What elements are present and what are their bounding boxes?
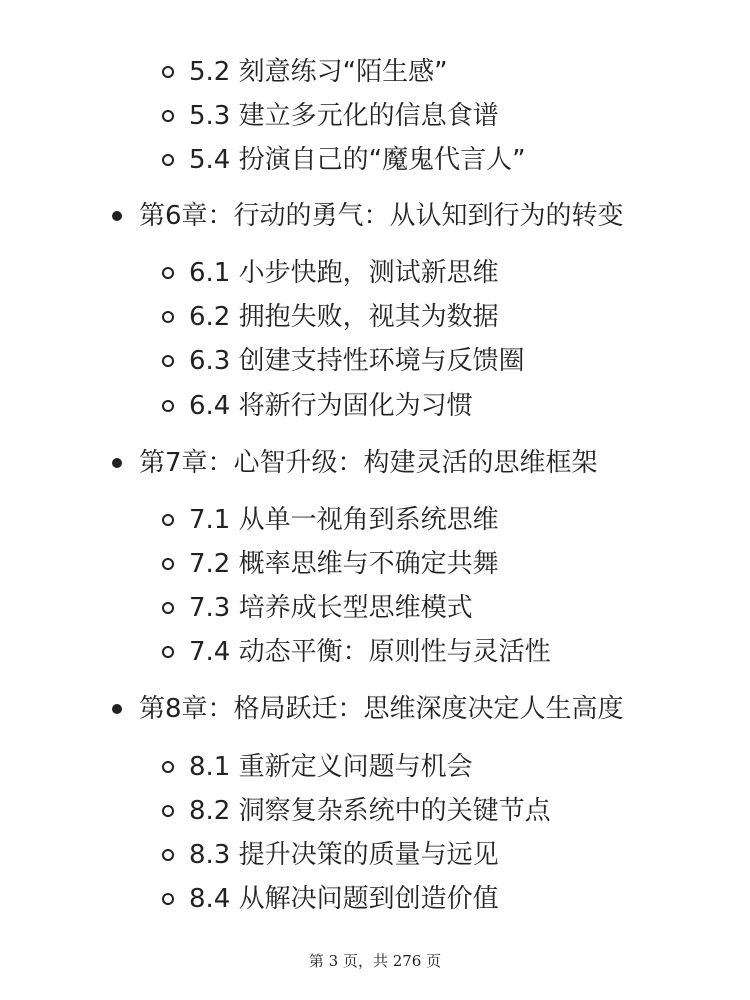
toc-section-6-3 [162, 344, 525, 378]
section-label: 6.3 创建支持性环境与反馈圈 [189, 346, 525, 376]
section-label: 7.3 培养成长型思维模式 [189, 593, 473, 623]
toc-section-8-2 [162, 794, 551, 828]
section-label: 8.4 从解决问题到创造价值 [189, 884, 499, 914]
filled-bullet-icon [112, 458, 122, 468]
toc-section-6-4 [162, 389, 473, 423]
hollow-bullet-icon [162, 805, 174, 817]
chapter-title: 第8章：格局跃迁：思维深度决定人生高度 [139, 694, 624, 724]
toc-section-5-4 [162, 143, 526, 177]
toc-section-5-3 [162, 99, 499, 133]
section-label: 7.2 概率思维与不确定共舞 [189, 549, 499, 579]
page-number-footer: 第 3 页，共 276 页 [308, 952, 442, 970]
toc-section-6-1 [162, 256, 499, 290]
toc-section-7-1 [162, 503, 499, 537]
hollow-bullet-icon [162, 849, 174, 861]
chapter-title: 第7章：心智升级：构建灵活的思维框架 [139, 448, 598, 478]
section-label: 7.4 动态平衡：原则性与灵活性 [189, 637, 551, 667]
hollow-bullet-icon [162, 893, 174, 905]
toc-section-8-3 [162, 838, 499, 872]
hollow-bullet-icon [162, 602, 174, 614]
toc-section-5-2 [162, 55, 448, 89]
toc-section-6-2 [162, 300, 499, 334]
chapter-title: 第6章：行动的勇气：从认知到行为的转变 [139, 201, 624, 231]
hollow-bullet-icon [162, 761, 174, 773]
section-label: 5.3 建立多元化的信息食谱 [189, 101, 499, 131]
hollow-bullet-icon [162, 558, 174, 570]
toc-section-8-4 [162, 882, 499, 916]
toc-chapter-8 [112, 692, 624, 726]
toc-chapter-7 [112, 446, 598, 480]
section-label: 6.1 小步快跑，测试新思维 [189, 258, 499, 288]
hollow-bullet-icon [162, 355, 174, 367]
toc-chapter-6 [112, 199, 624, 233]
hollow-bullet-icon [162, 267, 174, 279]
filled-bullet-icon [112, 211, 122, 221]
hollow-bullet-icon [162, 311, 174, 323]
toc-section-7-4 [162, 635, 551, 669]
section-label: 6.2 拥抱失败，视其为数据 [189, 302, 499, 332]
filled-bullet-icon [112, 704, 122, 714]
section-label: 5.2 刻意练习“陌生感” [189, 57, 448, 87]
section-label: 5.4 扮演自己的“魔鬼代言人” [189, 145, 526, 175]
hollow-bullet-icon [162, 400, 174, 412]
toc-section-8-1 [162, 750, 473, 784]
hollow-bullet-icon [162, 154, 174, 166]
hollow-bullet-icon [162, 646, 174, 658]
hollow-bullet-icon [162, 110, 174, 122]
hollow-bullet-icon [162, 514, 174, 526]
section-label: 6.4 将新行为固化为习惯 [189, 391, 473, 421]
section-label: 8.3 提升决策的质量与远见 [189, 840, 499, 870]
section-label: 8.2 洞察复杂系统中的关键节点 [189, 796, 551, 826]
section-label: 7.1 从单一视角到系统思维 [189, 505, 499, 535]
toc-section-7-2 [162, 547, 499, 581]
toc-section-7-3 [162, 591, 473, 625]
section-label: 8.1 重新定义问题与机会 [189, 752, 473, 782]
hollow-bullet-icon [162, 66, 174, 78]
